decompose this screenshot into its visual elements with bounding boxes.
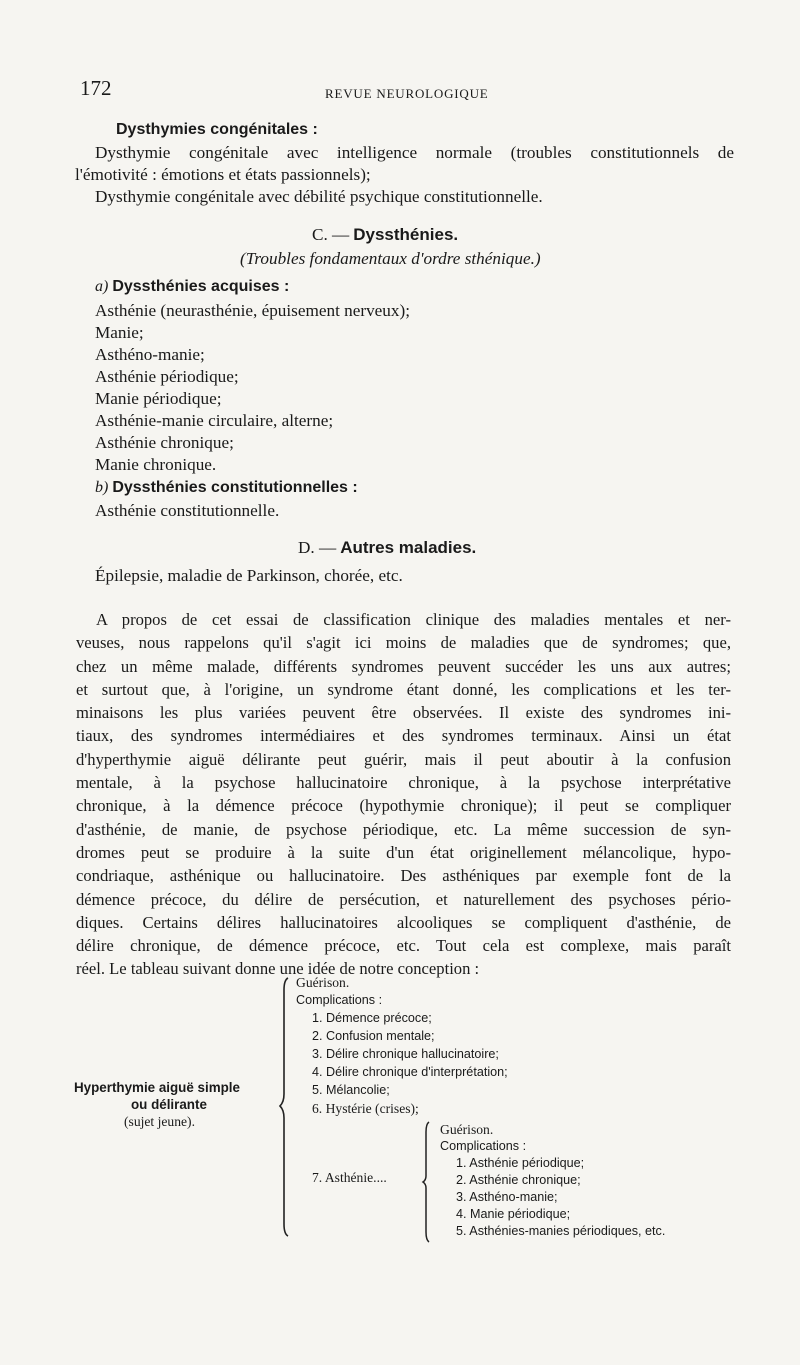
dysthymies-line: Dysthymie congénitale avec débilité psychique constitutionnelle. bbox=[95, 187, 543, 206]
table-sub-complication-item: 1. Asthénie périodique; bbox=[456, 1156, 585, 1170]
acquises-prefix: a) bbox=[95, 278, 109, 295]
paragraph-line: dromes peut se produire à la suite d'un état originellement mélancolique, hypo- bbox=[76, 842, 731, 862]
acquises-item: Manie périodique; bbox=[95, 389, 222, 408]
table-complications-label: Complications : bbox=[296, 993, 383, 1007]
paragraph-line: chronique, à la démence précoce (hypothymie chronique); il peut se compliquer bbox=[76, 796, 731, 816]
section-c-subtitle: (Troubles fondamentaux d'ordre sthénique.) bbox=[240, 249, 541, 268]
constitutionnelles-prefix: b) bbox=[95, 479, 109, 496]
page-number: 172 bbox=[80, 76, 112, 100]
table-complication-item: 6. Hystérie (crises); bbox=[312, 1101, 419, 1116]
acquises-item: Asthénie chronique; bbox=[95, 433, 234, 452]
paragraph-line: et surtout que, à l'origine, un syndrome étant donné, les complications et les ter- bbox=[76, 679, 731, 699]
section-c-prefix: C. — bbox=[312, 225, 350, 244]
table-root-line: (sujet jeune). bbox=[124, 1114, 195, 1129]
table-guerison: Guérison. bbox=[296, 975, 350, 990]
table-complication-item: 5. Mélancolie; bbox=[312, 1083, 390, 1097]
dysthymies-line: Dysthymie congénitale avec intelligence normale (troubles constitutionnels de bbox=[95, 143, 734, 162]
paragraph-line: mentale, à la psychose hallucinatoire chronique, à la psychose interprétative bbox=[76, 773, 731, 793]
running-head: REVUE NEUROLOGIQUE bbox=[325, 86, 489, 101]
paragraph-line: A propos de cet essai de classification clinique des maladies mentales et ner- bbox=[96, 610, 731, 629]
paragraph-line: d'hyperthymie aiguë délirante peut guérir, mais il peut aboutir à la confusion bbox=[76, 749, 731, 769]
constitutionnelles-title: Dyssthénies constitutionnelles : bbox=[112, 479, 358, 496]
table-sub-complications-label: Complications : bbox=[440, 1139, 527, 1153]
table-sub-guerison: Guérison. bbox=[440, 1122, 494, 1137]
constitutionnelles-item: Asthénie constitutionnelle. bbox=[95, 501, 280, 520]
acquises-item: Manie; bbox=[95, 323, 144, 342]
acquises-title: Dyssthénies acquises : bbox=[112, 278, 290, 295]
table-sub-complication-item: 2. Asthénie chronique; bbox=[456, 1173, 581, 1187]
section-d-line: Épilepsie, maladie de Parkinson, chorée, etc. bbox=[95, 566, 403, 585]
paragraph-line: tiaux, des syndromes intermédiaires et des syndromes terminaux. Ainsi un état bbox=[76, 726, 731, 746]
paragraph-line: réel. Le tableau suivant donne une idée de notre conception : bbox=[76, 959, 480, 979]
table-complication-item: 3. Délire chronique hallucinatoire; bbox=[312, 1047, 499, 1061]
paragraph-line: d'asthénie, de manie, de psychose périodique, etc. La même succession de syn- bbox=[76, 819, 731, 839]
table-root-line: ou délirante bbox=[131, 1097, 207, 1112]
constitutionnelles-heading bbox=[95, 479, 358, 497]
brace-icon bbox=[420, 1120, 436, 1244]
section-d-heading bbox=[298, 538, 476, 558]
brace-icon bbox=[278, 976, 296, 1238]
paragraph-line: minaisons les plus variées peuvent être observées. Il existe des syndromes ini- bbox=[76, 703, 731, 723]
paragraph-line: veuses, nous rappelons qu'il s'agit ici moins de maladies que de syndromes; que, bbox=[76, 633, 731, 653]
table-sub-complication-item: 5. Asthénies-manies périodiques, etc. bbox=[456, 1224, 666, 1238]
dysthymies-line: l'émotivité : émotions et états passionnels); bbox=[75, 165, 371, 184]
dysthymies-heading: Dysthymies congénitales : bbox=[116, 121, 318, 138]
acquises-heading bbox=[95, 278, 289, 296]
table-sub-complication-item: 3. Asthéno-manie; bbox=[456, 1190, 558, 1204]
table-root-line: Hyperthymie aiguë simple bbox=[74, 1080, 240, 1095]
paragraph-line: délire chronique, de démence précoce, etc. Tout cela est complexe, mais paraît bbox=[76, 936, 731, 956]
section-d-title: Autres maladies. bbox=[340, 538, 477, 557]
section-c-title: Dyssthénies. bbox=[353, 225, 459, 244]
paragraph-line: démence précoce, du délire de persécution, et naturellement des psychoses pério- bbox=[76, 889, 731, 909]
acquises-item: Asthéno-manie; bbox=[95, 345, 205, 364]
paragraph-line: chez un même malade, différents syndromes peuvent succéder les uns aux autres; bbox=[76, 656, 731, 676]
table-complication-item: 1. Démence précoce; bbox=[312, 1011, 432, 1025]
acquises-item: Manie chronique. bbox=[95, 455, 217, 474]
table-complication-item: 2. Confusion mentale; bbox=[312, 1029, 435, 1043]
paragraph-line: condriaque, asthénique ou hallucinatoire. Des asthéniques par exemple font de la bbox=[76, 866, 731, 886]
paragraph-line: diques. Certains délires hallucinatoires alcooliques se compliquent d'asthénie, de bbox=[76, 912, 731, 932]
table-item7-label: 7. Asthénie.... bbox=[312, 1170, 387, 1185]
acquises-item: Asthénie (neurasthénie, épuisement nerveux); bbox=[95, 301, 410, 320]
acquises-item: Asthénie-manie circulaire, alterne; bbox=[95, 411, 334, 430]
table-complication-item: 4. Délire chronique d'interprétation; bbox=[312, 1065, 508, 1079]
section-c-heading bbox=[312, 225, 458, 245]
acquises-item: Asthénie périodique; bbox=[95, 367, 239, 386]
body-paragraph bbox=[76, 608, 731, 981]
section-d-prefix: D. — bbox=[298, 538, 337, 557]
table-sub-complication-item: 4. Manie périodique; bbox=[456, 1207, 571, 1221]
